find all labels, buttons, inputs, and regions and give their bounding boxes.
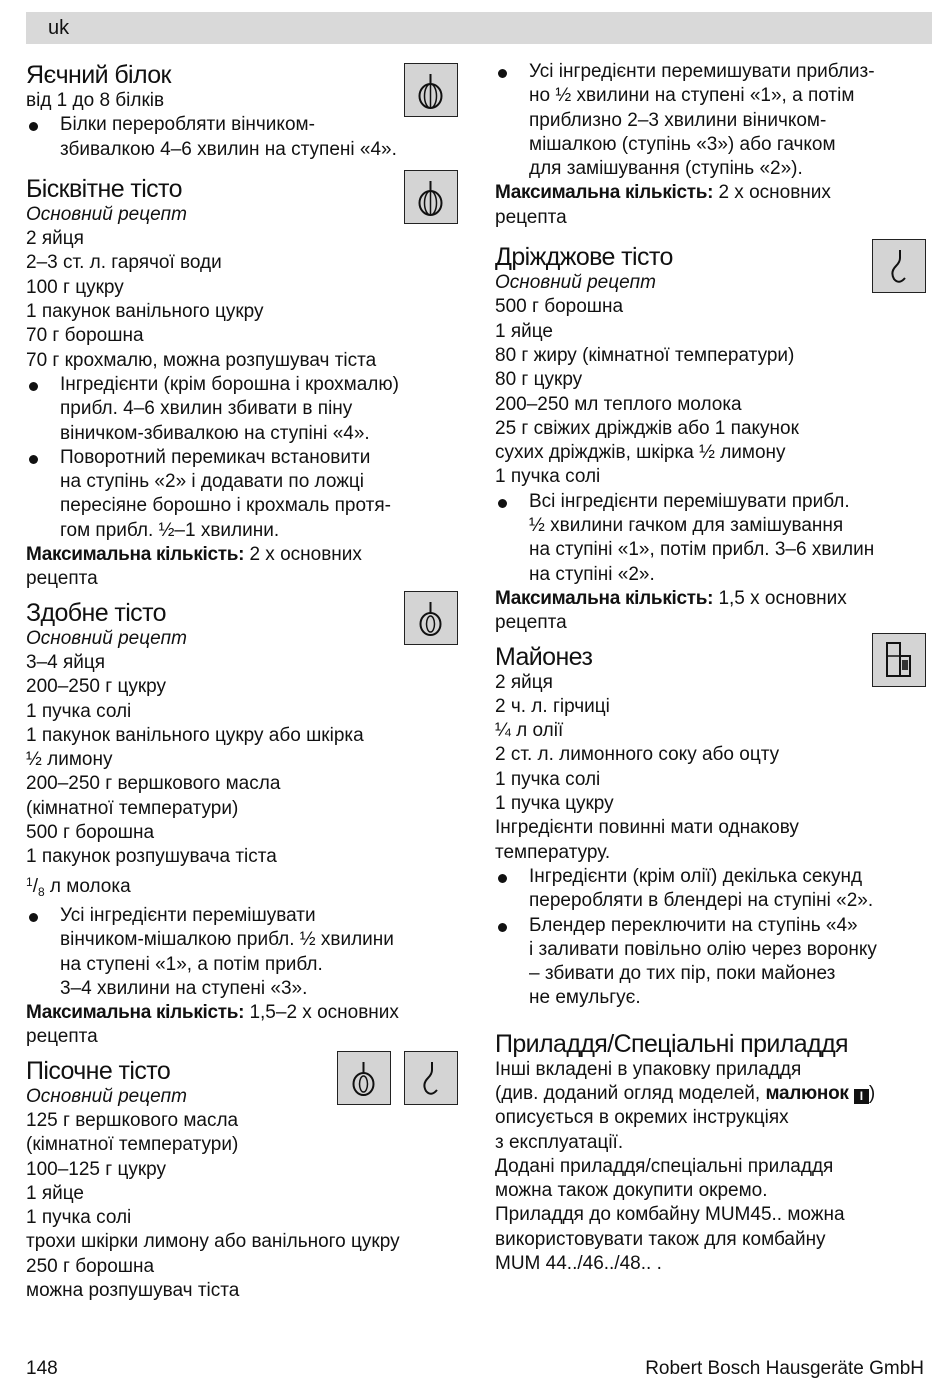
section-title: Майонез bbox=[495, 642, 593, 671]
text-line: 1 пакунок розпушувача тіста bbox=[26, 846, 277, 868]
bullet-line: і заливати повільно олію через воронку bbox=[529, 938, 877, 960]
section-title: Здобне тісто bbox=[26, 598, 166, 627]
bullet-line: ½ хвилини гачком для замішування bbox=[529, 515, 844, 537]
right-column bbox=[495, 60, 935, 1276]
text-line: 80 г цукру bbox=[495, 369, 583, 391]
section-subtitle: Основний рецепт bbox=[495, 272, 656, 294]
text-line: 70 г крохмалю, можна розпушувач тіста bbox=[26, 349, 377, 371]
page-number: 148 bbox=[26, 1358, 58, 1379]
bullet-line: Інгредієнти (крім борошна і крохмалю) bbox=[60, 373, 399, 395]
bullet-item bbox=[495, 60, 935, 181]
bullet-line: переробляти в блендері на ступіні «2». bbox=[529, 890, 874, 912]
text-line: 1 яйце bbox=[26, 1182, 84, 1204]
bullet-line: вінчиком-мішалкою прибл. ½ хвилини bbox=[60, 929, 394, 951]
text-line: (кімнатної температури) bbox=[26, 1134, 239, 1156]
milk-text: л молока bbox=[44, 875, 131, 897]
bullet-line: мішалкою (ступінь «3») або гачком bbox=[529, 133, 836, 155]
bullet-line: Блендер переключити на ступінь «4» bbox=[529, 914, 858, 936]
text-line: 1 яйце bbox=[495, 320, 553, 342]
bullet-line: Інгредієнти (крім олії) декілька секунд bbox=[529, 865, 863, 887]
bullet-line: Білки переробляти вінчиком- bbox=[60, 114, 315, 136]
section-shortcrust-continued bbox=[495, 60, 935, 230]
text-line: 80 г жиру (кімнатної температури) bbox=[495, 344, 795, 366]
text-line: 1 пучка цукру bbox=[495, 793, 614, 815]
text-line: 25 г свіжих дріжджів або 1 пакунок bbox=[495, 417, 799, 439]
section-egg-white bbox=[26, 60, 466, 162]
section-title: Пісочне тісто bbox=[26, 1056, 171, 1085]
language-code: uk bbox=[48, 17, 70, 39]
text-line: 1 пучка солі bbox=[26, 1207, 132, 1229]
text-line: 200–250 г цукру bbox=[26, 676, 167, 698]
bullet-item bbox=[26, 904, 466, 1001]
max-quantity-value: 2 х основних bbox=[244, 544, 362, 566]
max-quantity-label: Максимальна кількість: bbox=[26, 544, 245, 566]
max-quantity-label: Максимальна кількість: bbox=[495, 182, 714, 204]
bullet-line: на ступінь «2» і додавати по ложці bbox=[60, 471, 365, 493]
text-line: 2 яйця bbox=[495, 671, 553, 693]
text-line: від 1 до 8 білків bbox=[26, 90, 165, 111]
blender-icon bbox=[872, 633, 926, 687]
text-line: Приладдя до комбайну MUM45.. можна bbox=[495, 1204, 845, 1226]
bullet-item bbox=[26, 446, 466, 543]
text-line: (див. доданий огляд моделей, малюнок I ) bbox=[495, 1082, 876, 1104]
text-line: сухих дріжджів, шкірка ½ лимону bbox=[495, 442, 786, 464]
max-quantity-value: 1,5 х основних bbox=[713, 587, 847, 609]
language-header bbox=[26, 12, 932, 44]
text-line: 200–250 мл теплого молока bbox=[495, 393, 742, 415]
bullet-line: – збивати до тих пір, поки майонез bbox=[529, 963, 836, 985]
text-line: 2–3 ст. л. гарячої води bbox=[26, 252, 222, 274]
text-line: ¼ л олії bbox=[495, 720, 564, 742]
bullet-line: для замішування (ступінь «2»). bbox=[529, 158, 803, 180]
text-line: 1 пакунок ванільного цукру або шкірка bbox=[26, 724, 364, 746]
bullet-line: Усі інгредієнти перемишувати приблиз- bbox=[529, 61, 875, 82]
section-sponge bbox=[26, 174, 466, 592]
text-line: 2 яйця bbox=[26, 228, 84, 250]
text-line: 500 г борошна bbox=[26, 822, 155, 844]
max-quantity-label: Максимальна кількість: bbox=[26, 1002, 245, 1024]
milk-line: $^1/_8$ л молока bbox=[26, 874, 131, 899]
text-line: трохи шкірки лимону або ванільного цукру bbox=[26, 1231, 400, 1253]
text-line: (кімнатної температури) bbox=[26, 797, 239, 819]
section-yeast-dough bbox=[495, 242, 935, 635]
bullet-line: Усі інгредієнти перемішувати bbox=[60, 904, 316, 926]
text-line: 3–4 яйця bbox=[26, 651, 106, 673]
text-line: 1 пакунок ванільного цукру bbox=[26, 301, 264, 323]
text-line: описується в окремих інструкціях bbox=[495, 1107, 789, 1129]
text-line: рецепта bbox=[26, 1026, 98, 1048]
whisk-icon bbox=[404, 170, 458, 224]
mixing-paddle-icon bbox=[404, 591, 458, 645]
text-line: 100–125 г цукру bbox=[26, 1158, 167, 1180]
text-line: 70 г борошна bbox=[26, 325, 144, 347]
bullet-line: віничком-збивалкою на ступіні «4». bbox=[60, 422, 370, 444]
max-quantity bbox=[495, 587, 935, 611]
text-line: ½ лимону bbox=[26, 749, 113, 771]
section-subtitle: Основний рецепт bbox=[26, 1085, 187, 1107]
max-quantity bbox=[26, 543, 466, 567]
text-line: 2 ч. л. гірчиці bbox=[495, 695, 610, 717]
dough-hook-icon bbox=[872, 239, 926, 293]
max-quantity bbox=[495, 181, 935, 205]
text-line: Додані приладдя/спеціальні приладдя bbox=[495, 1155, 834, 1177]
text-line: Інгредієнти повинні мати однакову bbox=[495, 817, 799, 839]
bullet-line: на ступені «1», а потім прибл. bbox=[60, 953, 323, 975]
max-quantity bbox=[26, 1001, 466, 1025]
bullet-line: прибл. 4–6 хвилин збивати в піну bbox=[60, 398, 353, 420]
section-accessories bbox=[495, 1029, 935, 1277]
section-mayonnaise bbox=[495, 642, 935, 1011]
text-line: 500 г борошна bbox=[495, 296, 624, 318]
bullet-line: на ступіні «1», потім прибл. 3–6 хвилин bbox=[529, 539, 875, 561]
section-title: Яєчний білок bbox=[26, 61, 171, 89]
bullet-line: но ½ хвилини на ступені «1», а потім bbox=[529, 85, 855, 107]
bullet-line: гом прибл. ½–1 хвилини. bbox=[60, 519, 280, 541]
text-line: MUM 44../46../48.. . bbox=[495, 1253, 662, 1275]
text-line: використовувати також для комбайну bbox=[495, 1228, 826, 1250]
max-quantity-value: 2 х основних bbox=[713, 182, 831, 204]
text-line: Інші вкладені в упаковку приладдя bbox=[495, 1058, 802, 1080]
figure-number-badge: I bbox=[854, 1089, 869, 1104]
bullet-item bbox=[495, 865, 935, 914]
section-title: Приладдя/Спеціальні приладдя bbox=[495, 1029, 848, 1058]
text-line: можна розпушувач тіста bbox=[26, 1280, 240, 1302]
text-span: (див. доданий огляд моделей, bbox=[495, 1082, 766, 1104]
bullet-line: не емульгує. bbox=[529, 987, 641, 1009]
max-quantity-label: Максимальна кількість: bbox=[495, 587, 714, 609]
text-line: 125 г вершкового масла bbox=[26, 1109, 239, 1131]
section-title: Бісквітне тісто bbox=[26, 174, 182, 203]
bullet-line: приблизно 2–3 хвилини віничком- bbox=[529, 109, 827, 131]
text-line: 2 ст. л. лимонного соку або оцту bbox=[495, 744, 780, 766]
text-line: з експлуатації. bbox=[495, 1131, 624, 1153]
bullet-item bbox=[495, 490, 935, 587]
section-title: Дріжджове тісто bbox=[495, 243, 673, 272]
footer-company: Robert Bosch Hausgeräte GmbH bbox=[645, 1358, 924, 1379]
section-subtitle: Основний рецепт bbox=[26, 627, 187, 649]
bullet-item bbox=[26, 113, 466, 162]
text-line: 200–250 г вершкового масла bbox=[26, 773, 281, 795]
section-rich-dough bbox=[26, 598, 466, 1050]
text-line: рецепта bbox=[26, 568, 98, 590]
bullet-line: пересіяне борошно і крохмаль протя- bbox=[60, 495, 391, 517]
text-line: 250 г борошна bbox=[26, 1255, 155, 1277]
text-line: можна також докупити окремо. bbox=[495, 1180, 768, 1202]
bullet-line: 3–4 хвилини на ступені «3». bbox=[60, 977, 308, 999]
fraction-denominator: 8 bbox=[37, 884, 45, 899]
text-line: рецепта bbox=[495, 206, 567, 228]
bullet-line: збивалкою 4–6 хвилин на ступені «4». bbox=[60, 138, 397, 160]
text-line: рецепта bbox=[495, 612, 567, 634]
text-line: 100 г цукру bbox=[26, 276, 124, 298]
bullet-line: Всі інгредієнти перемішувати прибл. bbox=[529, 490, 850, 512]
section-subtitle: Основний рецепт bbox=[26, 203, 187, 225]
bullet-item bbox=[495, 914, 935, 1011]
text-line: 1 пучка солі bbox=[495, 466, 601, 488]
bullet-line: на ступіні «2». bbox=[529, 563, 655, 585]
fraction-numerator: 1 bbox=[26, 874, 33, 889]
whisk-icon bbox=[404, 63, 458, 117]
figure-label: малюнок bbox=[765, 1082, 849, 1104]
left-column bbox=[26, 60, 466, 1303]
bullet-line: Поворотний перемикач встановити bbox=[60, 446, 371, 468]
text-line: 1 пучка солі bbox=[495, 768, 601, 790]
section-shortcrust bbox=[26, 1056, 466, 1304]
mixing-paddle-icon bbox=[337, 1051, 391, 1105]
dough-hook-icon bbox=[404, 1051, 458, 1105]
max-quantity-value: 1,5–2 х основних bbox=[244, 1002, 399, 1024]
text-line: температуру. bbox=[495, 841, 611, 863]
bullet-item bbox=[26, 373, 466, 446]
text-line: 1 пучка солі bbox=[26, 700, 132, 722]
